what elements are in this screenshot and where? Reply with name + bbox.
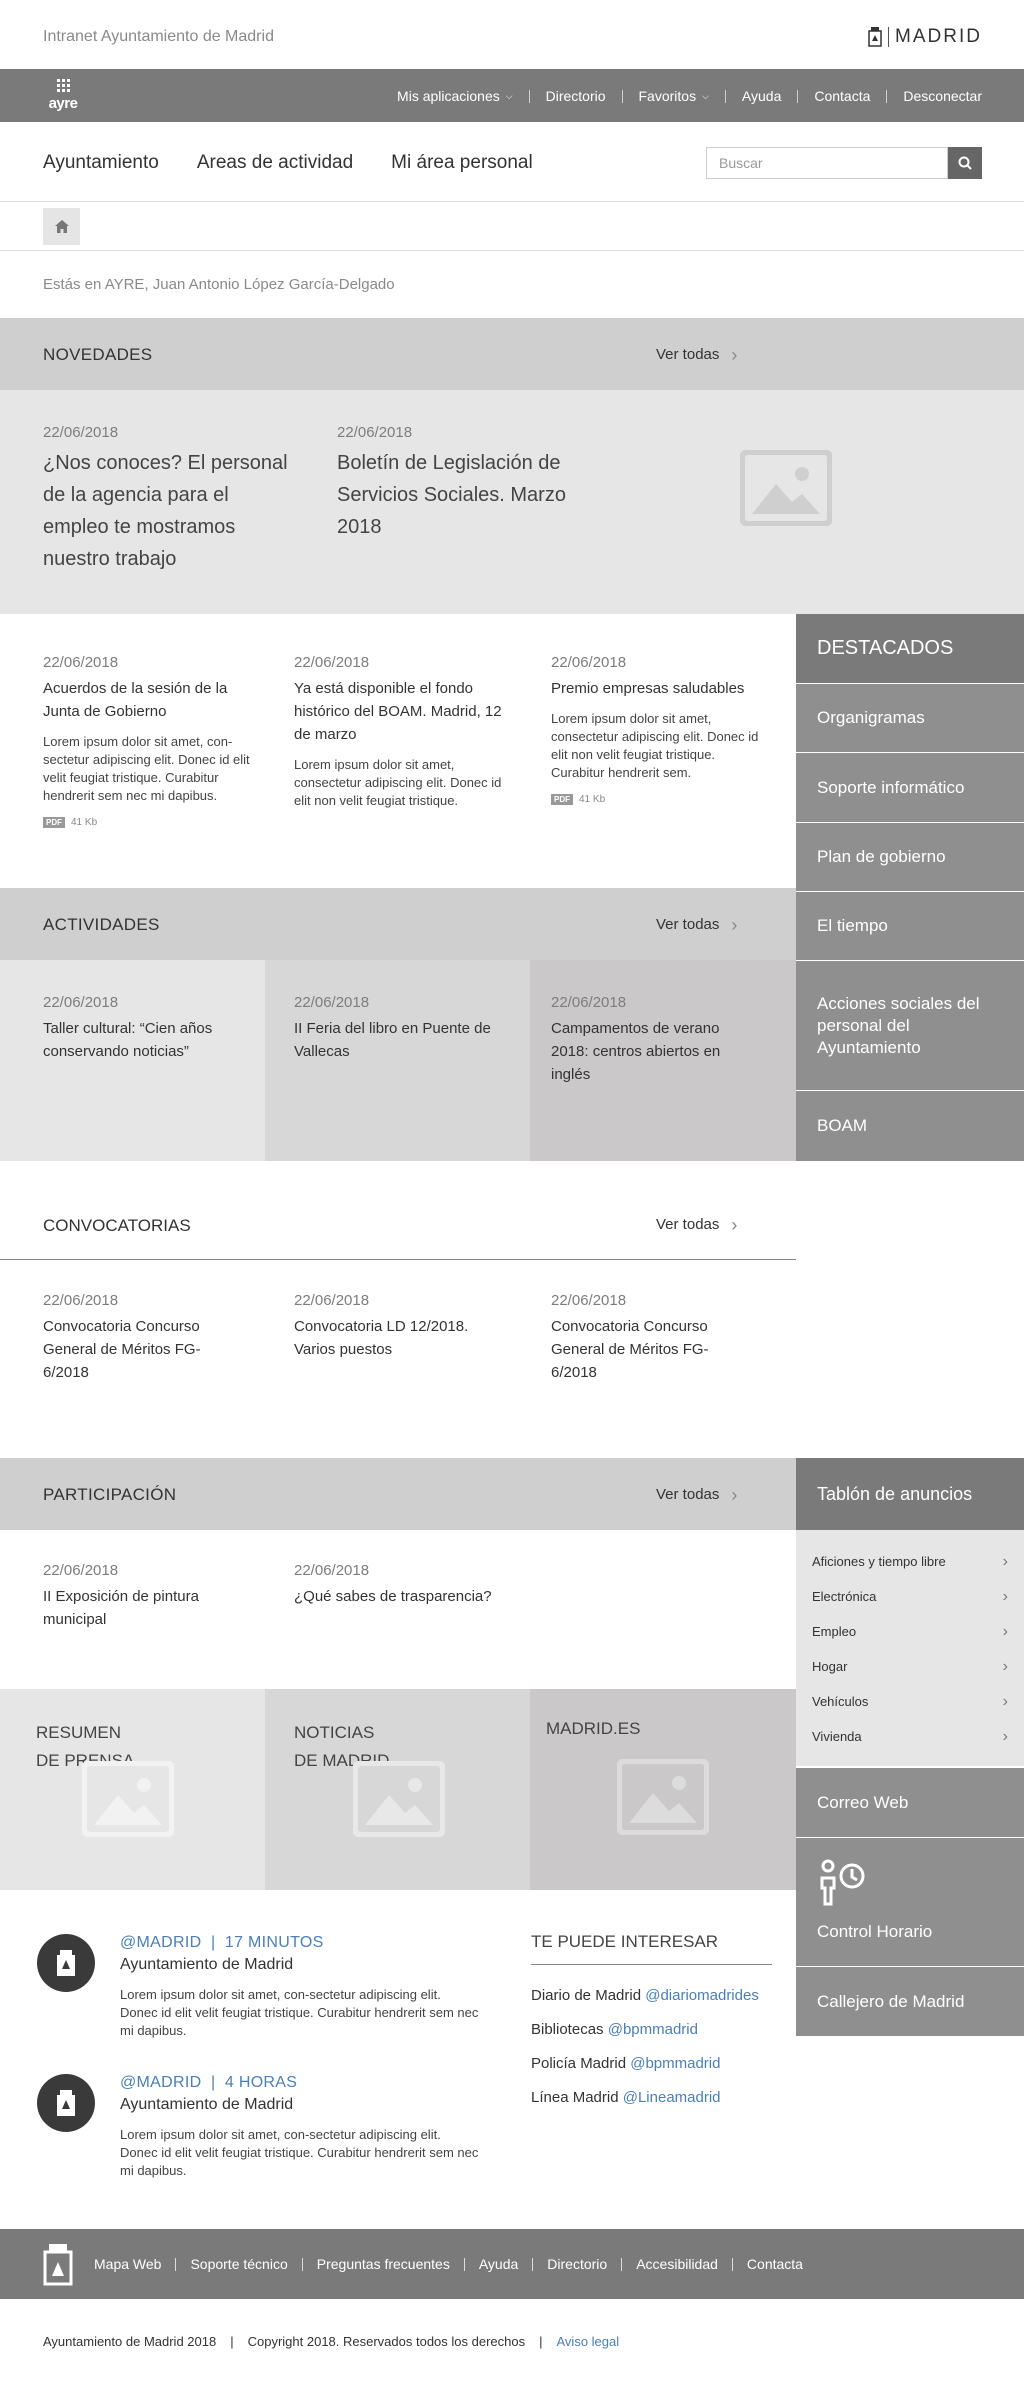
correo-web-link[interactable]: Correo Web bbox=[796, 1768, 1024, 1837]
top-bar bbox=[0, 0, 1024, 69]
news-title: Acuerdos de la sesión de la Junta de Gobierno bbox=[43, 680, 228, 720]
control-horario-label: Control Horario bbox=[817, 1922, 933, 1941]
destacado-tiempo[interactable]: El tiempo bbox=[796, 891, 1024, 960]
tile-madrid-es[interactable] bbox=[530, 1689, 796, 1890]
activity-date: 22/06/2018 bbox=[43, 994, 119, 1011]
interest-handle[interactable]: @bpmmadrid bbox=[630, 2055, 721, 2072]
file-size: 41 Kb bbox=[579, 794, 606, 805]
pdf-icon: PDF bbox=[43, 817, 65, 828]
tweet-text: Lorem ipsum dolor sit amet, con-sectetur adipiscing elit. Donec id elit velit feugiat tristique. Curabitur hendrerit sem nec mi dapibus. bbox=[120, 2127, 479, 2178]
footer-link-label: Directorio bbox=[547, 2256, 608, 2272]
chevron-right-icon: › bbox=[1002, 1587, 1008, 1605]
tile-label: DE PRENSA bbox=[36, 1751, 135, 1770]
article-date: 22/06/2018 bbox=[43, 424, 119, 441]
interest-name: Diario de Madrid bbox=[531, 1987, 642, 2004]
search-input[interactable] bbox=[706, 147, 948, 179]
interest-handle[interactable]: @diariomadrides bbox=[645, 1987, 759, 2004]
participacion-item[interactable] bbox=[294, 1562, 514, 1608]
actividades-title: ACTIVIDADES bbox=[43, 915, 160, 934]
activity-title: Campamentos de verano 2018: centros abiertos en inglés bbox=[551, 1020, 721, 1083]
participacion-title: PARTICIPACIÓN bbox=[43, 1485, 177, 1504]
footer-link-label: Accesibilidad bbox=[636, 2256, 718, 2272]
tweet-time: 4 HORAS bbox=[224, 2074, 298, 2091]
tile-label: MADRID.ES bbox=[546, 1719, 641, 1738]
tile-label: RESUMEN bbox=[36, 1723, 122, 1742]
news-item[interactable] bbox=[294, 654, 514, 810]
news-date: 22/06/2018 bbox=[43, 654, 119, 671]
tablon-list bbox=[796, 1530, 1024, 1766]
nav-label: Directorio bbox=[545, 88, 606, 104]
convocatoria-title: Convocatoria LD 12/2018. Varios puestos bbox=[294, 1318, 469, 1358]
chevron-right-icon: › bbox=[1002, 1727, 1008, 1745]
chevron-right-icon: › bbox=[1002, 1552, 1008, 1570]
destacado-organigramas[interactable]: Organigramas bbox=[796, 683, 1024, 752]
tablon-item[interactable] bbox=[796, 1649, 1024, 1684]
brand-name: MADRID bbox=[895, 26, 982, 47]
chevron-right-icon: › bbox=[731, 1484, 738, 1505]
home-button[interactable] bbox=[43, 208, 80, 245]
tablon-title: Tablón de anuncios bbox=[796, 1458, 1024, 1530]
clock-person-icon bbox=[818, 1858, 868, 1906]
chevron-right-icon: › bbox=[1002, 1692, 1008, 1710]
image-placeholder-icon bbox=[82, 1761, 174, 1842]
footer-link[interactable] bbox=[518, 2256, 607, 2272]
convocatoria-date: 22/06/2018 bbox=[551, 1292, 627, 1309]
search-button[interactable] bbox=[948, 147, 982, 179]
image-placeholder-icon bbox=[740, 450, 832, 526]
mainnav-areas-actividad[interactable]: Areas de actividad bbox=[196, 152, 354, 173]
footer-link-label: Ayuda bbox=[478, 2256, 519, 2272]
convocatoria-title: Convocatoria Concurso General de Méritos FG-6/2018 bbox=[551, 1318, 709, 1381]
footer-link[interactable] bbox=[607, 2256, 718, 2272]
tweet[interactable] bbox=[120, 1934, 480, 2040]
interest-title: TE PUEDE INTERESAR bbox=[531, 1932, 772, 1965]
nav-mis-aplicaciones[interactable] bbox=[397, 88, 513, 104]
footer-link-label: Contacta bbox=[746, 2256, 803, 2272]
tweet-time: 17 MINUTOS bbox=[224, 1934, 324, 1951]
article-title: ¿Nos conoces? El personal de la agencia para el empleo te mostramos nuestro trabajo bbox=[43, 452, 288, 570]
convocatoria-title: Convocatoria Concurso General de Méritos FG-6/2018 bbox=[43, 1318, 201, 1381]
ayre-logo[interactable] bbox=[43, 79, 83, 113]
destacado-soporte[interactable]: Soporte informático bbox=[796, 752, 1024, 822]
image-placeholder-icon bbox=[617, 1759, 709, 1840]
news-text: Lorem ipsum dolor sit amet, con-sectetur adipiscing elit. Donec id elit velit feugiat tristique. Curabitur hendrerit sem nec mi dapibus. bbox=[43, 734, 250, 803]
footer-link[interactable] bbox=[450, 2256, 518, 2272]
convocatorias-title: CONVOCATORIAS bbox=[43, 1216, 191, 1235]
ver-todas-label: Ver todas bbox=[656, 916, 720, 933]
ayre-dots-icon bbox=[57, 79, 70, 92]
tweet-handle[interactable]: @MADRID bbox=[120, 2074, 202, 2091]
tweet-author: Ayuntamiento de Madrid bbox=[120, 2096, 294, 2113]
tablon-item-label: Hogar bbox=[812, 1659, 848, 1674]
footer-copyright: Copyright 2018. Reservados todos los derechos bbox=[247, 2334, 526, 2349]
tablon-item[interactable] bbox=[796, 1719, 1024, 1754]
nav-desconectar[interactable] bbox=[870, 88, 982, 104]
footer-link-label: Mapa Web bbox=[94, 2256, 162, 2272]
chevron-down-icon: ⌵ bbox=[505, 90, 513, 101]
tablon-item-label: Vehículos bbox=[812, 1694, 869, 1709]
ver-todas-label: Ver todas bbox=[656, 346, 720, 363]
footer-link[interactable] bbox=[718, 2256, 803, 2272]
participacion-title: ¿Qué sabes de trasparencia? bbox=[294, 1588, 492, 1605]
app-nav-links bbox=[397, 88, 982, 104]
tweet-meta: @MADRID | 17 MINUTOS bbox=[120, 1934, 324, 1951]
file-attachment[interactable] bbox=[551, 794, 766, 805]
chevron-right-icon: › bbox=[1002, 1657, 1008, 1675]
nav-favoritos[interactable] bbox=[606, 88, 709, 104]
featured-article[interactable] bbox=[43, 424, 288, 575]
site-name: Intranet Ayuntamiento de Madrid bbox=[43, 28, 274, 45]
breadcrumb bbox=[0, 202, 1024, 251]
interest-name: Línea Madrid bbox=[531, 2089, 619, 2106]
footer-link[interactable] bbox=[288, 2256, 450, 2272]
nav-directorio[interactable] bbox=[513, 88, 606, 104]
footer-links bbox=[94, 2256, 803, 2272]
mainnav-mi-area-personal[interactable]: Mi área personal bbox=[391, 152, 533, 173]
activity-card[interactable] bbox=[530, 960, 796, 1161]
tile-noticias-madrid[interactable] bbox=[265, 1689, 530, 1890]
interest-box bbox=[531, 1932, 772, 2115]
destacado-plan-gobierno[interactable]: Plan de gobierno bbox=[796, 822, 1024, 891]
convocatoria-date: 22/06/2018 bbox=[43, 1292, 119, 1309]
tweet[interactable] bbox=[120, 2074, 480, 2180]
tablon-item[interactable] bbox=[796, 1579, 1024, 1614]
destacado-boam[interactable]: BOAM bbox=[796, 1090, 1024, 1161]
callejero-link[interactable]: Callejero de Madrid bbox=[796, 1966, 1024, 2036]
main-nav bbox=[0, 122, 1024, 202]
mainnav-ayuntamiento[interactable]: Ayuntamiento bbox=[43, 152, 159, 173]
file-attachment[interactable] bbox=[43, 817, 253, 828]
chevron-down-icon: ⌵ bbox=[702, 90, 709, 101]
interest-item[interactable] bbox=[531, 2013, 772, 2047]
madrid-crest-icon bbox=[43, 2242, 73, 2286]
tweet-handle[interactable]: @MADRID bbox=[120, 1934, 202, 1951]
interest-item[interactable] bbox=[531, 2081, 772, 2115]
chevron-right-icon: › bbox=[731, 344, 738, 365]
news-item[interactable] bbox=[43, 654, 253, 828]
chevron-right-icon: › bbox=[731, 914, 738, 935]
participacion-ver-todas[interactable] bbox=[656, 1486, 737, 1503]
convocatorias-header bbox=[0, 1188, 796, 1260]
article-date: 22/06/2018 bbox=[337, 424, 413, 441]
news-item[interactable] bbox=[551, 654, 766, 805]
aviso-legal-link[interactable]: Aviso legal bbox=[556, 2334, 620, 2349]
tablon-item-label: Empleo bbox=[812, 1624, 857, 1639]
you-are-here: Estás en AYRE, Juan Antonio López García-Delgado bbox=[43, 276, 395, 293]
tablon-item-label: Electrónica bbox=[812, 1589, 877, 1604]
nav-label: Favoritos bbox=[638, 88, 697, 104]
news-title: Ya está disponible el fondo histórico del BOAM. Madrid, 12 de marzo bbox=[294, 680, 502, 743]
novedades-header bbox=[0, 318, 1024, 390]
avatar bbox=[37, 1934, 95, 1992]
interest-name: Policía Madrid bbox=[531, 2055, 627, 2072]
madrid-crest-icon bbox=[55, 1949, 77, 1977]
avatar bbox=[37, 2074, 95, 2132]
convocatoria-item[interactable] bbox=[551, 1292, 751, 1384]
tablon-item[interactable] bbox=[796, 1544, 1024, 1579]
tablon-item[interactable] bbox=[796, 1684, 1024, 1719]
tile-label: NOTICIAS bbox=[294, 1723, 375, 1742]
tablon-item-label: Aficiones y tiempo libre bbox=[812, 1554, 946, 1569]
app-nav-bar bbox=[0, 69, 1024, 122]
tweet-meta: @MADRID | 4 HORAS bbox=[120, 2074, 298, 2091]
search-box bbox=[706, 147, 982, 179]
ver-todas-label: Ver todas bbox=[656, 1486, 720, 1503]
ayre-logo-text: ayre bbox=[48, 95, 78, 112]
interest-handle[interactable]: @Lineamadrid bbox=[622, 2089, 721, 2106]
activity-title: Taller cultural: “Cien años conservando noticias” bbox=[43, 1020, 213, 1060]
participacion-date: 22/06/2018 bbox=[43, 1562, 119, 1579]
madrid-crest-icon bbox=[868, 27, 882, 47]
news-title: Premio empresas saludables bbox=[551, 680, 745, 697]
news-text: Lorem ipsum dolor sit amet, consectetur adipiscing elit. Donec id elit non velit feugiat tristique. bbox=[294, 757, 502, 808]
footer-link[interactable] bbox=[161, 2256, 287, 2272]
footer-link-label: Preguntas frecuentes bbox=[316, 2256, 450, 2272]
nav-contacta[interactable] bbox=[781, 88, 870, 104]
interest-handle[interactable]: @bpmmadrid bbox=[607, 2021, 698, 2038]
madrid-crest-icon bbox=[55, 2089, 77, 2117]
actividades-ver-todas[interactable] bbox=[656, 916, 737, 933]
tile-resumen-prensa[interactable] bbox=[0, 1689, 265, 1890]
article-title: Boletín de Legislación de Servicios Sociales. Marzo 2018 bbox=[337, 452, 566, 538]
legal-separator: | bbox=[539, 2334, 543, 2349]
news-date: 22/06/2018 bbox=[551, 654, 627, 671]
footer-org: Ayuntamiento de Madrid 2018 bbox=[43, 2334, 217, 2349]
interest-name: Bibliotecas bbox=[531, 2021, 604, 2038]
activity-card[interactable] bbox=[0, 960, 265, 1161]
activity-card[interactable] bbox=[265, 960, 530, 1161]
home-icon bbox=[55, 220, 69, 233]
destacados-title: DESTACADOS bbox=[796, 614, 1024, 683]
nav-label: Desconectar bbox=[903, 88, 982, 104]
convocatoria-item[interactable] bbox=[294, 1292, 504, 1361]
actividades-header bbox=[0, 888, 796, 960]
convocatoria-item[interactable] bbox=[43, 1292, 243, 1384]
control-horario-link[interactable] bbox=[796, 1837, 1024, 1966]
nav-label: Contacta bbox=[814, 88, 871, 104]
tile-label: DE MADRID bbox=[294, 1751, 390, 1770]
footer-bar bbox=[0, 2229, 1024, 2299]
chevron-right-icon: › bbox=[731, 1214, 738, 1235]
convocatoria-date: 22/06/2018 bbox=[294, 1292, 370, 1309]
destacado-acciones-sociales[interactable]: Acciones sociales del personal del Ayuntamiento bbox=[796, 960, 1024, 1090]
news-date: 22/06/2018 bbox=[294, 654, 370, 671]
nav-label: Ayuda bbox=[741, 88, 782, 104]
brand-separator bbox=[888, 27, 889, 47]
activity-title: II Feria del libro en Puente de Vallecas bbox=[294, 1020, 491, 1060]
novedades-featured bbox=[0, 390, 1024, 614]
featured-article[interactable] bbox=[337, 424, 577, 543]
search-icon bbox=[958, 156, 972, 170]
ver-todas-label: Ver todas bbox=[656, 1216, 720, 1233]
novedades-ver-todas[interactable] bbox=[656, 346, 737, 363]
participacion-header bbox=[0, 1458, 796, 1530]
nav-label: Mis aplicaciones bbox=[397, 88, 500, 104]
tweet-author: Ayuntamiento de Madrid bbox=[120, 1956, 294, 1973]
madrid-brand-logo[interactable] bbox=[868, 26, 982, 48]
footer-link[interactable] bbox=[94, 2256, 161, 2272]
image-placeholder-icon bbox=[353, 1761, 445, 1842]
interest-item[interactable] bbox=[531, 1979, 772, 2013]
tablon-item-label: Vivienda bbox=[812, 1729, 862, 1744]
footer-link-label: Soporte técnico bbox=[190, 2256, 288, 2272]
interest-item[interactable] bbox=[531, 2047, 772, 2081]
news-text: Lorem ipsum dolor sit amet, consectetur adipiscing elit. Donec id elit non velit feugiat tristique. Curabitur hendrerit sem. bbox=[551, 711, 759, 780]
legal-bar bbox=[43, 2334, 619, 2349]
nav-ayuda[interactable] bbox=[709, 88, 781, 104]
activity-date: 22/06/2018 bbox=[551, 994, 627, 1011]
participacion-item[interactable] bbox=[43, 1562, 243, 1631]
participacion-title: II Exposición de pintura municipal bbox=[43, 1588, 199, 1628]
file-size: 41 Kb bbox=[71, 817, 98, 828]
tablon-item[interactable] bbox=[796, 1614, 1024, 1649]
activity-date: 22/06/2018 bbox=[294, 994, 370, 1011]
pdf-icon: PDF bbox=[551, 794, 573, 805]
chevron-right-icon: › bbox=[1002, 1622, 1008, 1640]
main-nav-items bbox=[43, 152, 533, 174]
convocatorias-ver-todas[interactable] bbox=[656, 1216, 737, 1233]
novedades-title: NOVEDADES bbox=[43, 345, 153, 364]
tweet-text: Lorem ipsum dolor sit amet, con-sectetur adipiscing elit. Donec id elit velit feugiat tristique. Curabitur hendrerit sem nec mi dapibus. bbox=[120, 1987, 479, 2038]
participacion-date: 22/06/2018 bbox=[294, 1562, 370, 1579]
legal-separator: | bbox=[230, 2334, 234, 2349]
